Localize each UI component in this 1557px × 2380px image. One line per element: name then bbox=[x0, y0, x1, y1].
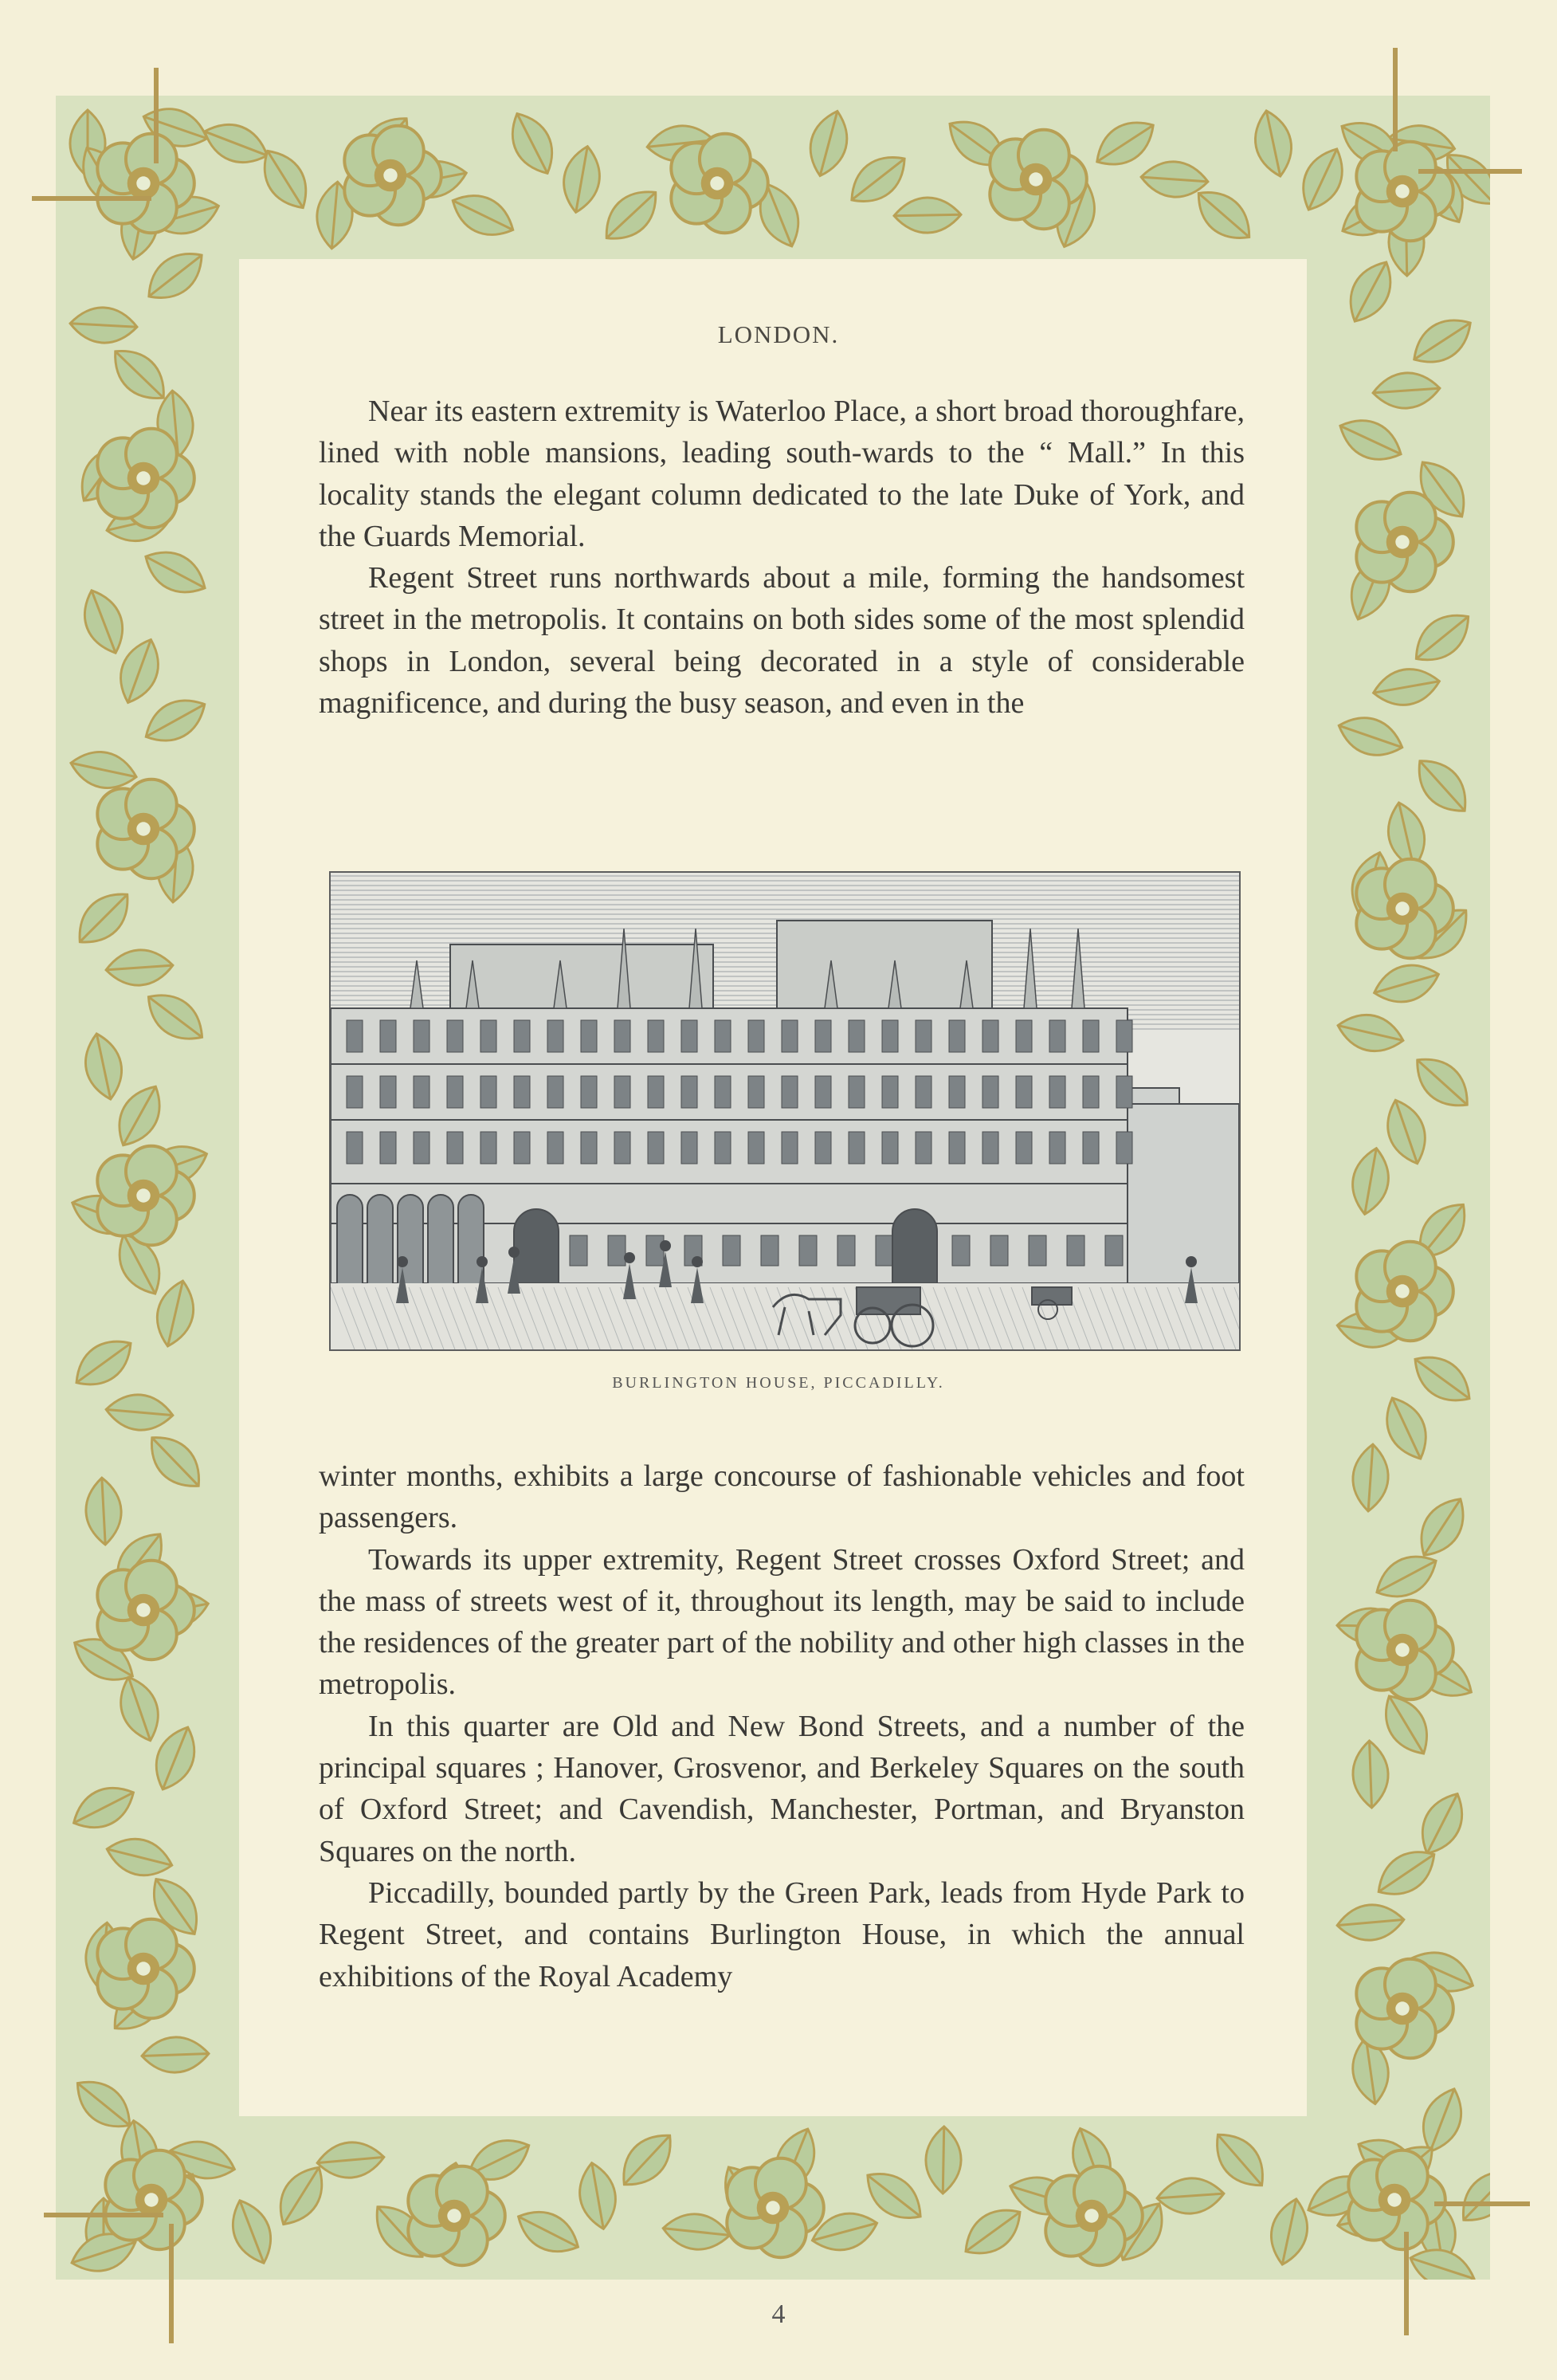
text-block-bottom bbox=[319, 1455, 1245, 1997]
burlington-house-engraving bbox=[329, 871, 1241, 1351]
paragraph-piccadilly: Piccadilly, bounded partly by the Green Park, leads from Hyde Park to Regent Street, and contains Burlington House, in which the annual exhibitions of the Royal Academy bbox=[319, 1875, 1245, 1993]
corner-finial-top-right bbox=[1393, 48, 1398, 151]
corner-finial-top-left bbox=[154, 68, 159, 163]
text-block-top bbox=[319, 391, 1245, 724]
paragraph-oxford-street: Towards its upper extremity, Regent Street crosses Oxford Street; and the mass of streets west of it, throughout its length, may be said to include the residences of the greater part of the nobility and other high classes in the metropolis. bbox=[319, 1542, 1245, 1702]
paragraph-winter-months: winter months, exhibits a large concourse of fashionable vehicles and foot passengers. bbox=[319, 1459, 1245, 1535]
corner-finial-bottom-left-h bbox=[44, 2213, 163, 2217]
illustration-caption: BURLINGTON HOUSE, PICCADILLY. bbox=[612, 1374, 945, 1392]
engraving-art bbox=[331, 873, 1239, 1349]
page-number: 4 bbox=[771, 2299, 786, 2329]
paragraph-regent-street: Regent Street runs northwards about a mile, forming the handsomest street in the metropolis. It contains on both sides some of the most splendid shops in London, several being decorated in a style of considerable magnificence, and during the busy season, and even in the bbox=[319, 561, 1245, 721]
corner-finial-top-left-h bbox=[32, 196, 151, 201]
corner-finial-bottom-right-h bbox=[1434, 2201, 1530, 2206]
running-head: LONDON. bbox=[717, 320, 840, 348]
paragraph-squares: In this quarter are Old and New Bond Streets, and a number of the principal squares ; Hanover, Grosvenor, and Berkeley Squares on the south of Oxford Street; and Cavendish, Manchester, Portman, and Bryanston Squares on the north. bbox=[319, 1709, 1245, 1868]
paragraph-waterloo-place: Near its eastern extremity is Waterloo Place, a short broad thoroughfare, lined with noble mansions, leading south-wards to the “ Mall.” In this locality stands the elegant column dedicated to the late Duke of York, and the Guards Memorial. bbox=[319, 395, 1245, 553]
corner-finial-top-right-h bbox=[1418, 169, 1522, 174]
